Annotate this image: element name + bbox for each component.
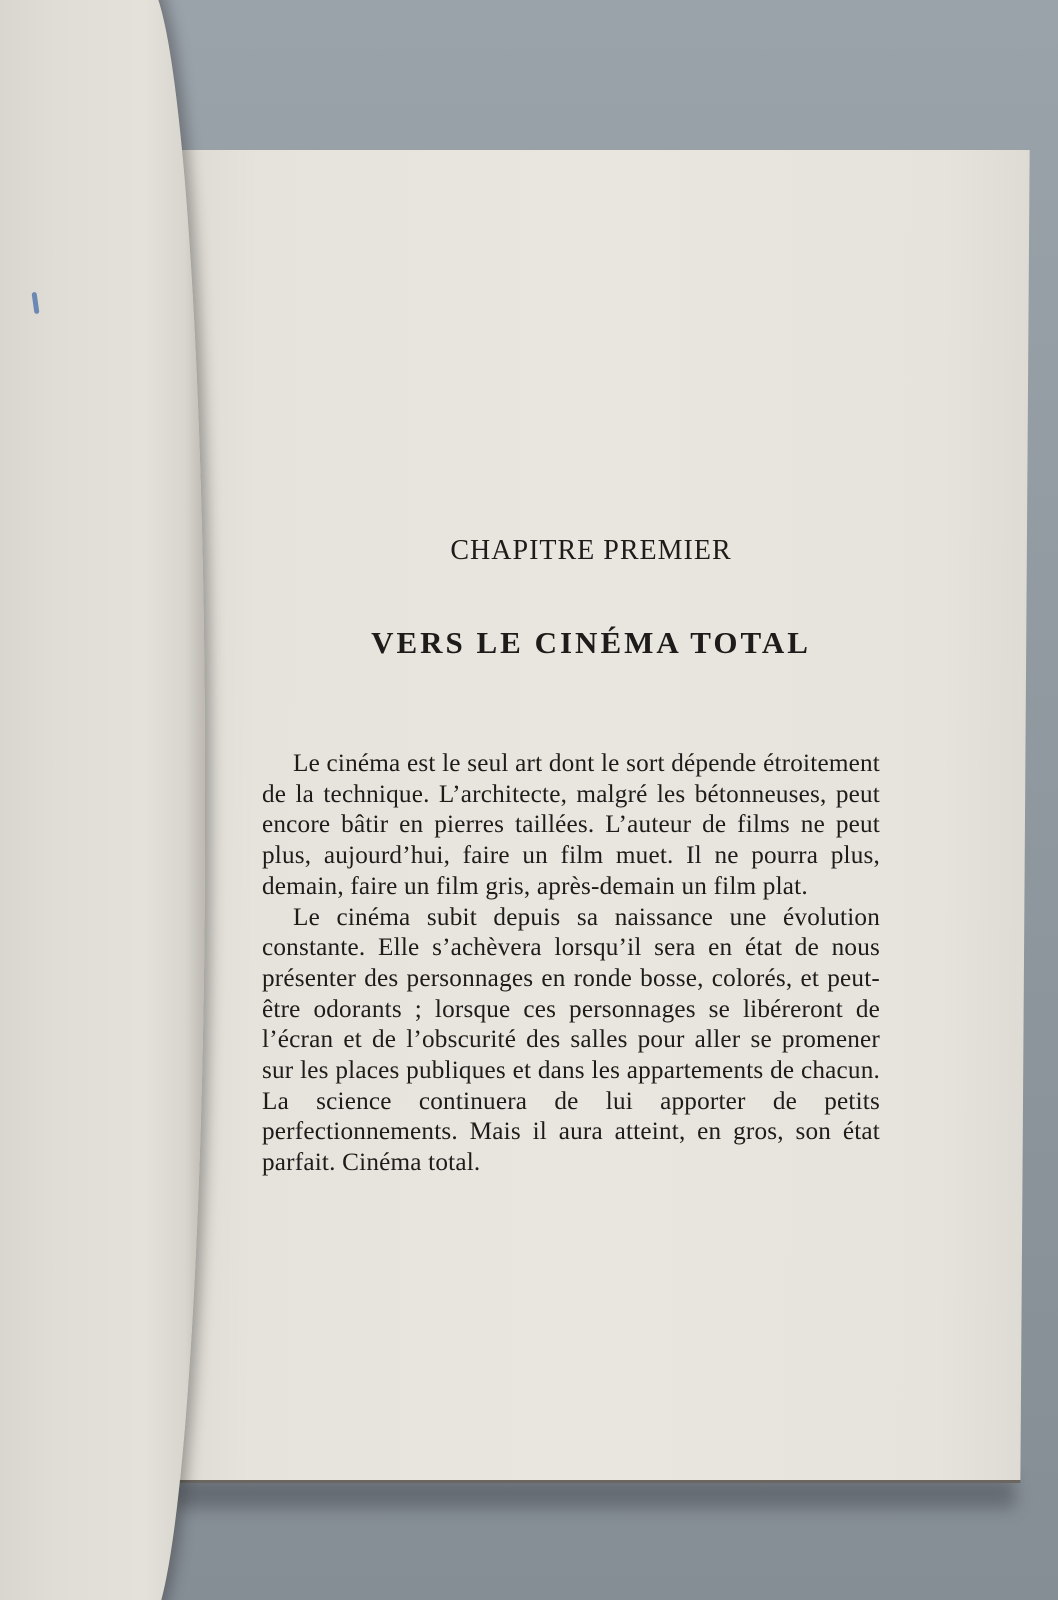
chapter-text — [262, 535, 880, 1179]
paragraph-2: Le cinéma subit depuis sa naissance une évolution constante. Elle s’achèvera lorsqu’il sera en état de nous présenter des personnages en ronde bosse, colorés, et peut-être odorants ; lorsque ces personnages se libéreront de l’écran et de l’obscurité des salles pour aller se promener sur les places publiques et dans les appartements de chacun. La science continuera de lui apporter de petits perfectionnements. Mais il aura atteint, en gros, son état parfait. Cinéma total. — [262, 903, 880, 1177]
ink-mark — [31, 292, 39, 314]
chapter-label: CHAPITRE PREMIER — [450, 535, 732, 566]
chapter-title: VERS LE CINÉMA TOTAL — [371, 625, 811, 660]
paragraph-1: Le cinéma est le seul art dont le sort dépende étroitement de la technique. L’architecte, malgré les bétonneuses, peut encore bâtir en pierres taillées. L’auteur de films ne peut plus, aujourd’hui, faire un film muet. Il ne pourra plus, demain, faire un film gris, après-demain un film plat. — [262, 750, 880, 900]
left-page — [0, 0, 205, 1600]
